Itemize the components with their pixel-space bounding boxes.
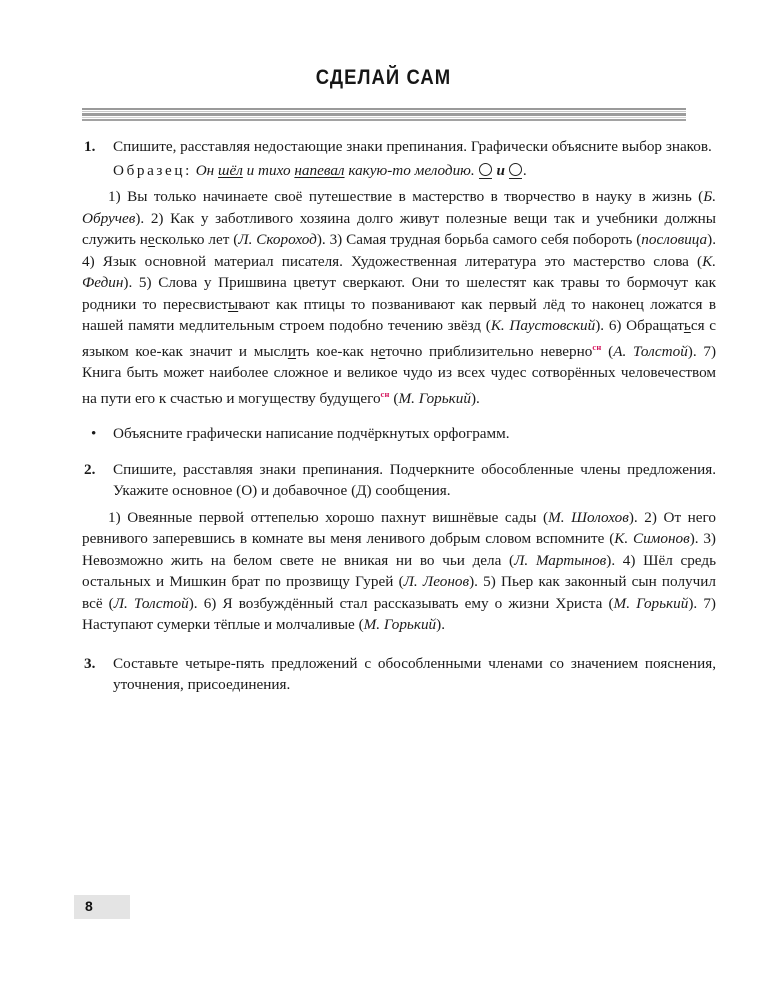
body-text-run: ть кое-как н xyxy=(296,342,379,360)
body-text-run: ). xyxy=(436,616,445,634)
divider-line-4 xyxy=(82,117,686,118)
body-text-run: вают как птицы то позванивают как первый лёд то наконец ложатся в нашей памяти медлительным строем подобно течению звёзд ( xyxy=(82,295,716,334)
sample-terminal-period: . xyxy=(522,161,527,179)
author-attribution: М. Горький xyxy=(398,389,471,407)
orthogram-superscript-marker: сн xyxy=(380,388,390,399)
spacer-3 xyxy=(82,636,716,653)
exercise-1-prompt: Спишите, расставляя недостающие знаки препинания. Графически объясните выбор знаков. xyxy=(113,138,712,155)
orthogram-underlined-letter: ы xyxy=(227,295,239,313)
circle-scheme-icon-left xyxy=(479,163,492,176)
body-text-run: ( xyxy=(601,342,614,360)
page-number: 8 xyxy=(85,898,93,914)
author-attribution: М. Шолохов xyxy=(548,508,629,526)
sample-text-2: и тихо xyxy=(242,161,295,179)
bullet-marker-icon: • xyxy=(91,425,97,443)
page-number-box xyxy=(74,895,130,919)
exercise-2-number: 2. xyxy=(84,460,96,478)
body-text-run: ). 2) Как у заботливого хозяина долго живут полезные вещи так и учебники должны служить н xyxy=(82,209,716,248)
sample-underlined-1: шёл xyxy=(218,161,243,179)
spacer-2 xyxy=(82,445,716,459)
author-attribution: пословица xyxy=(641,231,708,248)
body-text-run: ). 2) От него ревнивого заперевшись в комнате вы меня ленивого добрым словом вспомните ( xyxy=(82,508,716,548)
author-attribution: К. Симонов xyxy=(614,530,690,548)
body-text-run: ). 6) Обращат xyxy=(595,317,684,334)
page-content xyxy=(82,136,716,696)
exercise-1 xyxy=(82,136,716,158)
body-text-run: ся с языком кое-как значит и мысл xyxy=(82,317,717,360)
body-text-run: ). 3) Невозможно жить на белом свете не вникая ни во чьи дела ( xyxy=(82,530,716,569)
orthogram-underlined-letter: е xyxy=(378,342,386,360)
exercise-2-prompt: Спишите, расставляя знаки препинания. Подчеркните обособленные члены предложения. Укажите основное (О) и добавочное (Д) сообщения. xyxy=(113,460,716,500)
divider-line-5 xyxy=(82,119,686,121)
author-attribution: Л. Леонов xyxy=(403,573,470,591)
decorative-divider xyxy=(82,108,686,122)
author-attribution: Б. Обручев xyxy=(82,188,716,227)
exercise-3 xyxy=(82,653,716,696)
circle-scheme-icon-right xyxy=(509,163,522,176)
author-attribution: К. Федин xyxy=(82,252,716,291)
author-attribution: К. Паустовский xyxy=(490,317,596,334)
page-title: СДЕЛАЙ САМ xyxy=(315,66,452,89)
author-attribution: М. Горький xyxy=(363,616,437,634)
body-text-run: ( xyxy=(389,389,399,407)
orthogram-underlined-letter: ь xyxy=(683,317,691,334)
body-text-run: ). 4) Язык основной материал писателя. Художественная литература это мастерство слова ( xyxy=(82,231,717,270)
author-attribution: Л. Мартынов xyxy=(514,551,607,569)
divider-line-2 xyxy=(82,111,686,112)
exercise-1-sample-line xyxy=(82,160,716,182)
exercise-2-body xyxy=(82,507,716,636)
body-text-run: ). xyxy=(470,389,480,407)
sample-text-1: Он xyxy=(195,161,219,179)
divider-line-1 xyxy=(82,108,686,110)
body-text-run: ). 7) Наступают сумерки тёплые и молчаливые ( xyxy=(82,594,716,634)
exercise-1-bullet-item xyxy=(82,423,716,445)
author-attribution: А. Толстой xyxy=(613,342,688,360)
sample-label: Образец: xyxy=(113,161,192,179)
exercise-3-prompt: Составьте четыре-пять предложений с обособленными членами со значением пояснения, уточнения, присоединения. xyxy=(113,654,716,694)
bullet-text: Объясните графически написание подчёркнутых орфограмм. xyxy=(113,425,510,443)
author-attribution: Л. Скороход xyxy=(238,231,317,248)
exercise-2 xyxy=(82,459,716,502)
spacer-1 xyxy=(82,409,716,423)
orthogram-underlined-letter: е xyxy=(147,231,156,248)
sample-underlined-2: напевал xyxy=(294,161,345,179)
body-text-run: ). 7) Книга быть может наиболее сложное и великое чудо из всех чудес сотворённых человечеством на пути его к счастью и могуществу будущего xyxy=(82,342,716,407)
exercise-1-number: 1. xyxy=(84,138,96,155)
body-text-run: ). 4) Шёл средь остальных и Мишкин брат по прозвищу Гурей ( xyxy=(82,551,716,591)
body-text-run: ). 3) Самая трудная борьба самого себя побороть ( xyxy=(316,231,642,248)
body-text-run: ). 6) Я возбуждённый стал рассказывать ему о жизни Христа ( xyxy=(188,594,614,612)
body-text-run: 1) Вы только начинаете своё путешествие в мастерство в творчество в науку в жизнь ( xyxy=(108,188,704,205)
exercise-1-body xyxy=(82,186,716,409)
divider-line-3 xyxy=(82,113,686,116)
body-text-run: точно приблизительно неверно xyxy=(385,342,593,360)
body-text-run: ). 5) Слова у Пришвина цветут сверкают. Они то шелестят как травы то бормочут как родники то пересвист xyxy=(82,274,716,313)
orthogram-underlined-letter: и xyxy=(287,342,297,360)
orthogram-superscript-marker: сн xyxy=(592,341,602,352)
body-text-run: 1) Овеянные первой оттепелью хорошо пахнут вишнёвые сады ( xyxy=(108,508,549,526)
body-text-run: сколько лет ( xyxy=(155,231,239,248)
sample-conjunction: и xyxy=(496,161,505,179)
body-text-run: ). 5) Пьер как законный сын получил всё ( xyxy=(82,573,716,612)
sample-text-3: какую-то мелодию. xyxy=(344,161,475,179)
exercise-3-number: 3. xyxy=(84,654,96,672)
author-attribution: М. Горький xyxy=(613,594,689,612)
author-attribution: Л. Толстой xyxy=(113,594,189,612)
